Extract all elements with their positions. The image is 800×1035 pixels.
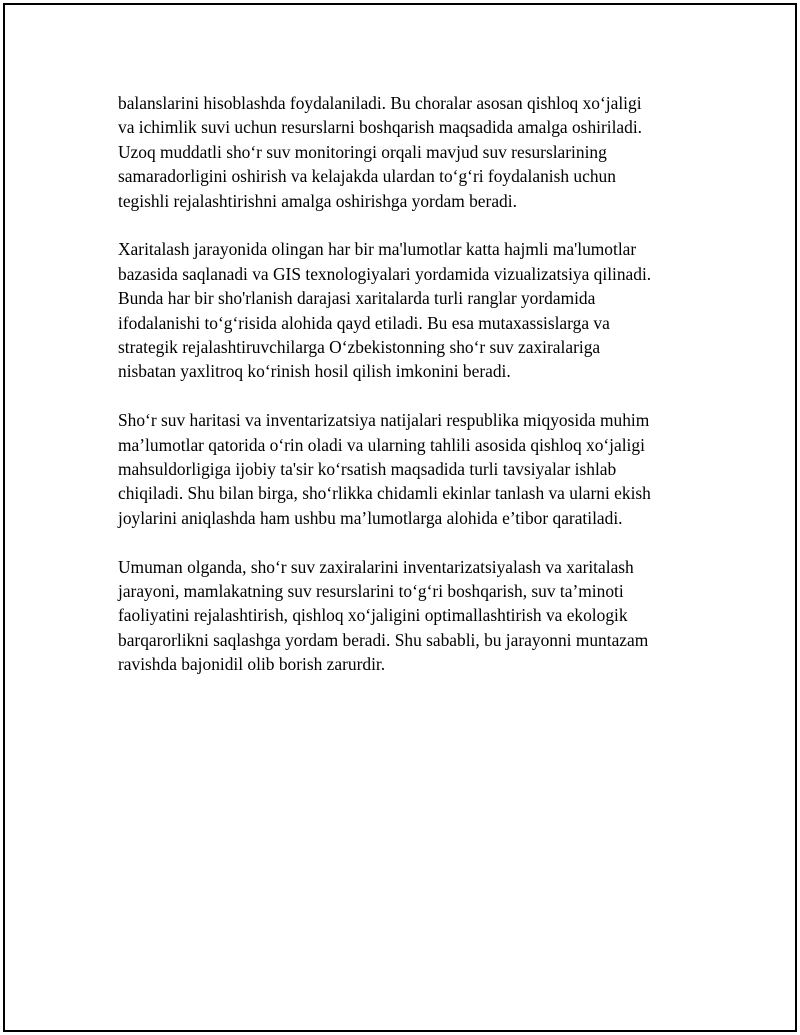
- paragraph-1: balanslarini hisoblashda foydalaniladi. Bu choralar asosan qishloq xo‘jaligi va ichimlik suvi uchun resurslarni boshqarish maqsadida amalga oshiriladi. Uzoq muddatli sho‘r suv monitoringi orqali mavjud suv resurslarining samaradorligini oshirish va kelajakda ulardan to‘g‘ri foydalanish uchun tegishli rejalashtirishni amalga oshirishga yordam beradi.: [118, 93, 643, 211]
- paragraph-3: Sho‘r suv haritasi va inventarizatsiya natijalari respublika miqyosida muhim ma’lumotlar qatorida o‘rin oladi va ularning tahlili asosida qishloq xo‘jaligi mahsuldorligiga ijobiy ta'sir ko‘rsatish maqsadida turli tavsiyalar ishlab chiqiladi. Shu bilan birga, sho‘rlikka chidamli ekinlar tanlash va ularni ekish joylarini aniqlashda ham ushbu ma’lumotlarga alohida e’tibor qaratiladi.: [118, 410, 651, 528]
- paragraph-2: Xaritalash jarayonida olingan har bir ma'lumotlar katta hajmli ma'lumotlar bazasida saqlanadi va GIS texnologiyalari yordamida vizualizatsiya qilinadi. Bunda har bir sho'rlanish darajasi xaritalarda turli ranglar yordamida ifodalanishi to‘g‘risida alohida qayd etiladi. Bu esa mutaxassislarga va strategik rejalashtiruvchilarga O‘zbekistonning sho‘r suv zaxiralariga nisbatan yaxlitroq ko‘rinish hosil qilish imkonini beradi.: [118, 239, 652, 382]
- paragraph-4: Umuman olganda, sho‘r suv zaxiralarini inventarizatsiyalash va xaritalash jarayoni, mamlakatning suv resurslarini to‘g‘ri boshqarish, suv ta’minoti faoliyatini rejalashtirish, qishloq xo‘jaligini optimallashtirish va ekologik barqarorlikni saqlashga yordam beradi. Shu sababli, bu jarayonni muntazam ravishda bajonidil olib borish zarurdir.: [118, 556, 649, 675]
- document-body: [118, 91, 698, 701]
